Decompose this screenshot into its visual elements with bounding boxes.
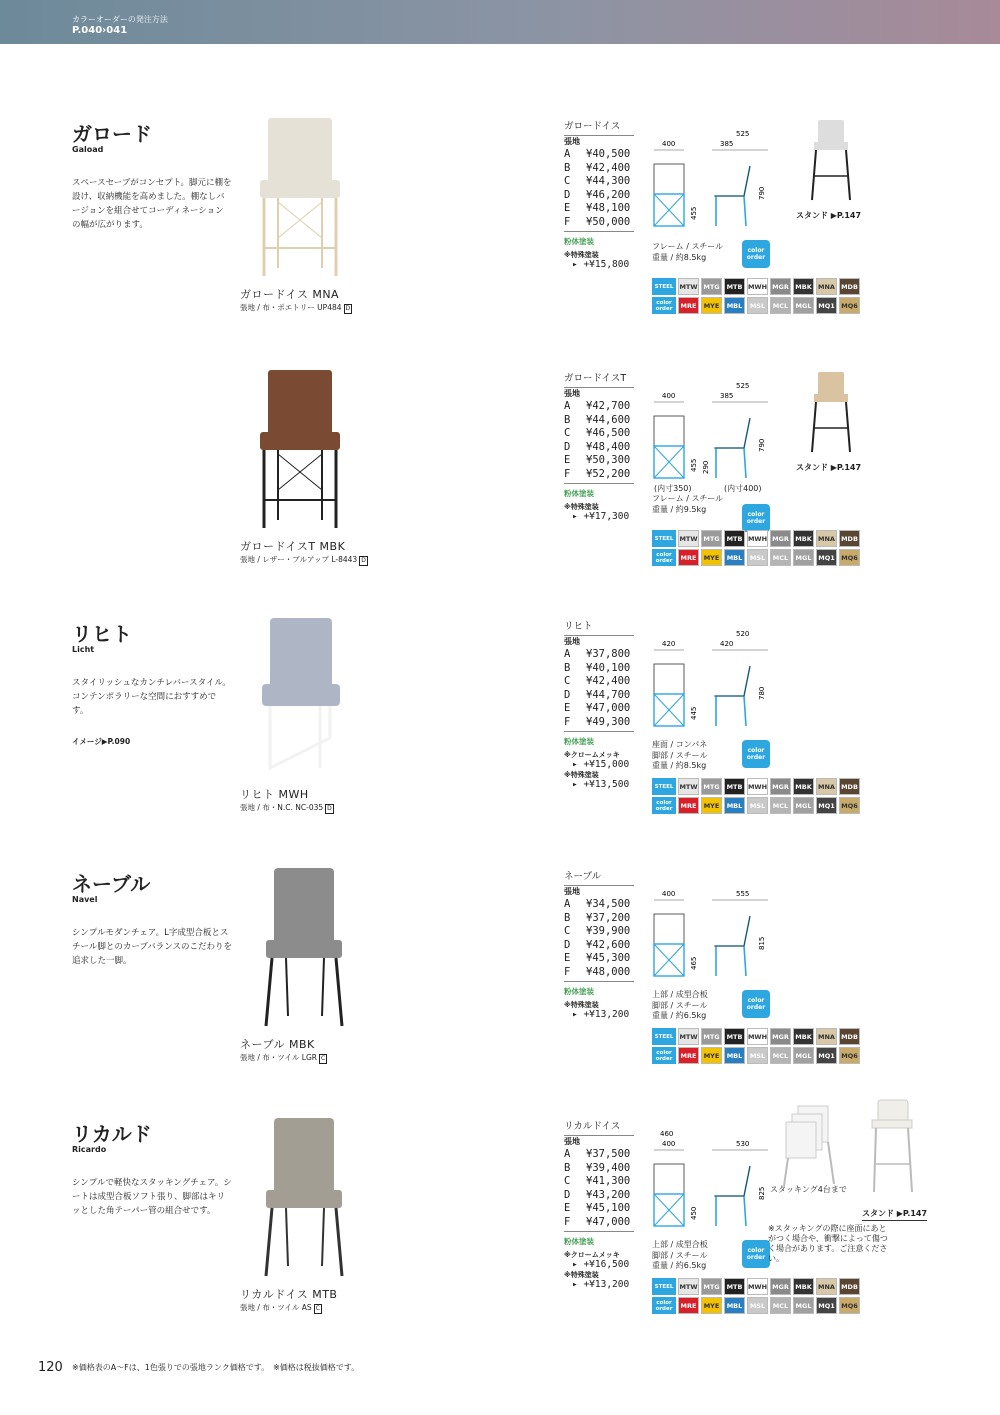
price-row: D ¥43,200 (564, 1188, 631, 1201)
photo-caption: ガロードイス MNA (240, 288, 340, 301)
color-swatch[interactable]: MQ6 (839, 297, 860, 314)
price-row: C ¥42,400 (564, 675, 631, 687)
inner-dim: (内寸350) (654, 484, 692, 493)
coat-label: 粉体塗装 (564, 987, 594, 996)
coat-label: 粉体塗装 (564, 237, 594, 246)
svg-text:445: 445 (690, 706, 698, 720)
color-swatch[interactable]: MTB (724, 1028, 745, 1045)
option-label: ※特殊塗装 (564, 771, 599, 779)
option-price: ▸ +¥13,200 (572, 1009, 630, 1020)
product-name: リカルド (72, 1122, 152, 1146)
color-swatch[interactable]: MYE (701, 1297, 722, 1314)
color-swatch[interactable]: MTG (701, 778, 722, 795)
price-row: D ¥46,200 (564, 188, 631, 201)
color-swatch[interactable]: MWH (747, 278, 768, 295)
color-swatch[interactable]: MTB (724, 1278, 745, 1295)
header-subtitle: カラーオーダーの発注方法 (72, 15, 168, 24)
color-swatch[interactable]: MNA (816, 530, 837, 547)
color-swatch[interactable]: MTW (678, 1278, 699, 1295)
color-swatch[interactable]: MQ6 (839, 797, 860, 814)
product-section (0, 118, 1000, 358)
swatch-label: STEEL (652, 778, 676, 795)
color-swatch[interactable]: MGL (793, 549, 814, 566)
color-swatch[interactable]: MDB (839, 278, 860, 295)
color-swatch[interactable]: MDB (839, 778, 860, 795)
stacking-label: スタッキング4台まで (770, 1185, 847, 1194)
color-swatch[interactable]: MBK (793, 778, 814, 795)
swatch-label: STEEL (652, 278, 676, 295)
header-pages: P.040›041 (72, 25, 128, 36)
svg-text:455: 455 (690, 206, 698, 220)
color-swatches (652, 778, 874, 816)
product-name: ネーブル (72, 872, 151, 896)
color-swatch[interactable]: MNA (816, 1278, 837, 1295)
swatch-label: color order (652, 297, 676, 314)
spec-frame: フレーム / スチール 重量 / 約9.5kg (652, 494, 724, 514)
price-row: F ¥49,300 (564, 715, 631, 728)
product-section (0, 370, 1000, 610)
color-swatch[interactable]: MBK (793, 1028, 814, 1045)
option-price: ▸ +¥13,500 (572, 779, 630, 790)
svg-text:525: 525 (736, 382, 750, 390)
price-row: F ¥47,000 (564, 1215, 631, 1228)
fabric-label: 張地 (564, 137, 580, 146)
color-swatch[interactable]: MBL (724, 797, 745, 814)
price-table (564, 898, 630, 979)
price-row: C ¥44,300 (564, 175, 631, 187)
color-swatch[interactable]: MQ1 (816, 549, 837, 566)
color-swatch[interactable]: MNA (816, 278, 837, 295)
coat-label: 粉体塗装 (564, 737, 594, 746)
spec-frame: 上部 / 成型合板 脚部 / スチール 重量 / 約6.5kg (652, 990, 708, 1020)
option-price: ▸ +¥15,800 (572, 259, 630, 270)
color-swatch[interactable]: MYE (701, 297, 722, 314)
option-label: ※特殊塗装 (564, 1271, 599, 1279)
option-label: ※クロームメッキ (564, 751, 620, 759)
swatch-label: STEEL (652, 1028, 676, 1045)
color-swatch[interactable]: MTG (701, 1028, 722, 1045)
color-swatch[interactable]: MBK (793, 1278, 814, 1295)
product-description: シンプルで軽快なスタッキングチェア。シートは成型合板ソフト張り、脚部はキリッとした角テーパー管の組合せです。 (72, 1178, 232, 1216)
option-price: ▸ +¥17,300 (572, 511, 630, 522)
chair-photo (230, 1118, 360, 1278)
color-swatch[interactable]: MSL (747, 797, 768, 814)
color-swatch[interactable]: MBK (793, 530, 814, 547)
product-section (0, 868, 1000, 1108)
color-swatch[interactable]: MQ6 (839, 1047, 860, 1064)
option-label: ※特殊塗装 (564, 1001, 599, 1009)
coat-label: 粉体塗装 (564, 489, 594, 498)
product-description: スペースセーブがコンセプト。脚元に棚を設け、収納機能を高めました。棚なしバージョンを組合せてコーディネーションの幅が広がります。 (72, 178, 232, 230)
fabric-label: 張地 (564, 1137, 580, 1146)
fabric-label: 張地 (564, 887, 580, 896)
product-name: リヒト (72, 622, 132, 646)
stacking-note: ※スタッキングの際に座面にあとがつく場合や、衝撃によって傷つく場合があります。ご注意ください。 (768, 1224, 888, 1263)
product-description: スタイリッシュなカンチレバースタイル。コンテンポラリーな空間におすすめです。 (72, 678, 231, 716)
price-row: E ¥50,300 (564, 454, 631, 466)
price-row: E ¥45,100 (564, 1202, 631, 1214)
svg-text:450: 450 (690, 1206, 698, 1220)
dimension-drawing (640, 382, 780, 490)
price-row: C ¥46,500 (564, 427, 631, 439)
color-swatch[interactable]: MRE (678, 1047, 699, 1064)
svg-text:385: 385 (720, 392, 734, 400)
color-swatch[interactable]: MCL (770, 549, 791, 566)
color-swatch[interactable]: MGL (793, 297, 814, 314)
color-swatch[interactable]: MRE (678, 1297, 699, 1314)
color-swatch[interactable]: MTG (701, 1278, 722, 1295)
photo-material: 張地 / 布・ツイル LGR C (240, 1053, 326, 1062)
price-row: A ¥37,800 (564, 648, 631, 660)
color-swatch[interactable]: MBL (724, 297, 745, 314)
price-table (564, 400, 630, 481)
dimension-drawing (640, 888, 780, 988)
price-table (564, 648, 630, 729)
color-swatch[interactable]: MCL (770, 1297, 791, 1314)
color-order-badge[interactable]: color order (742, 1240, 770, 1268)
price-row: F ¥52,200 (564, 467, 631, 480)
dimension-drawing (640, 630, 780, 738)
option-label: ※特殊塗装 (564, 503, 599, 511)
price-row: D ¥48,400 (564, 440, 631, 453)
photo-material: 張地 / 布・ポエトリー UP484 D (240, 303, 351, 312)
price-row: B ¥39,400 (564, 1161, 631, 1174)
photo-caption: ネーブル MBK (240, 1038, 315, 1051)
option-price: ▸ +¥16,500 (572, 1259, 630, 1270)
color-swatch[interactable]: MNA (816, 778, 837, 795)
color-order-badge[interactable]: color order (742, 990, 770, 1018)
price-row: D ¥42,600 (564, 938, 631, 951)
swatch-label: STEEL (652, 1278, 676, 1295)
color-swatch[interactable]: MGR (770, 1028, 791, 1045)
color-swatches (652, 530, 874, 568)
spec-frame: フレーム / スチール 重量 / 約8.5kg (652, 242, 724, 262)
spec-title: リヒト (564, 618, 634, 636)
stand-link[interactable]: スタンド ▶P.147 (796, 211, 862, 220)
color-swatch[interactable]: MRE (678, 549, 699, 566)
svg-text:790: 790 (758, 186, 766, 200)
color-swatch[interactable]: MGL (793, 797, 814, 814)
color-swatch[interactable]: MGL (793, 1047, 814, 1064)
price-row: A ¥42,700 (564, 400, 631, 412)
dim-width: 400 (662, 392, 676, 400)
svg-text:815: 815 (758, 936, 766, 950)
color-swatch[interactable]: MQ6 (839, 1297, 860, 1314)
stand-image (806, 120, 854, 204)
chair-photo (230, 118, 360, 278)
chair-photo (230, 618, 360, 778)
color-swatches (652, 1278, 874, 1316)
image-link[interactable]: イメージ▶P.090 (72, 737, 131, 746)
color-swatch[interactable]: MYE (701, 797, 722, 814)
option-price: ▸ +¥13,200 (572, 1279, 630, 1290)
price-row: E ¥47,000 (564, 702, 631, 714)
color-swatch[interactable]: MRE (678, 297, 699, 314)
fabric-label: 張地 (564, 637, 580, 646)
svg-text:420: 420 (720, 640, 734, 648)
dim-width: 400 (662, 1140, 676, 1148)
color-swatch[interactable]: MGL (793, 1297, 814, 1314)
page-header (0, 0, 1000, 44)
color-swatch[interactable]: MGR (770, 778, 791, 795)
dim-width: 420 (662, 640, 676, 648)
spec-title: ネーブル (564, 868, 634, 886)
dimension-drawing (640, 130, 780, 238)
color-swatch[interactable]: MBL (724, 1297, 745, 1314)
color-swatch[interactable]: MDB (839, 1278, 860, 1295)
color-swatch[interactable]: MTW (678, 778, 699, 795)
price-row: D ¥44,700 (564, 688, 631, 701)
color-swatch[interactable]: MCL (770, 1047, 791, 1064)
product-name: ガロード (72, 122, 152, 146)
svg-text:790: 790 (758, 438, 766, 452)
color-swatch[interactable]: MWH (747, 1028, 768, 1045)
color-swatch[interactable]: MSL (747, 297, 768, 314)
color-swatch[interactable]: MTW (678, 530, 699, 547)
color-swatch[interactable]: MSL (747, 1297, 768, 1314)
price-table (564, 148, 630, 229)
color-swatch[interactable]: MGR (770, 278, 791, 295)
color-swatch[interactable]: MQ6 (839, 549, 860, 566)
photo-material: 張地 / レザー・ブルアップ L-8443 D (240, 555, 366, 564)
price-row: B ¥44,600 (564, 413, 631, 426)
svg-text:460: 460 (660, 1130, 674, 1138)
price-row: B ¥42,400 (564, 161, 631, 174)
color-swatch[interactable]: MTB (724, 278, 745, 295)
svg-text:525: 525 (736, 130, 750, 138)
svg-text:520: 520 (736, 630, 750, 638)
color-swatch[interactable]: MWH (747, 530, 768, 547)
color-order-badge[interactable]: color order (742, 240, 770, 268)
dimension-drawing (640, 1130, 780, 1238)
stand-link[interactable]: スタンド ▶P.147 (796, 463, 862, 472)
option-label: ※クロームメッキ (564, 1251, 620, 1259)
color-swatch[interactable]: MYE (701, 549, 722, 566)
color-swatch[interactable]: MWH (747, 778, 768, 795)
price-row: F ¥48,000 (564, 965, 631, 978)
stand-image (868, 1100, 916, 1196)
dim-width: 400 (662, 140, 676, 148)
inner-dim: (内寸400) (724, 484, 762, 493)
svg-text:465: 465 (690, 956, 698, 970)
svg-text:825: 825 (758, 1186, 766, 1200)
price-row: E ¥48,100 (564, 202, 631, 214)
color-swatch[interactable]: MRE (678, 797, 699, 814)
spec-title: リカルドイス (564, 1118, 634, 1136)
color-swatch[interactable]: MBK (793, 278, 814, 295)
option-label: ※特殊塗装 (564, 251, 599, 259)
price-row: C ¥39,900 (564, 925, 631, 937)
chair-photo (230, 370, 360, 530)
price-row: C ¥41,300 (564, 1175, 631, 1187)
product-name-en: Gaload (72, 145, 104, 154)
color-swatch[interactable]: MGR (770, 1278, 791, 1295)
color-swatch[interactable]: MTB (724, 530, 745, 547)
product-description: シンプルモダンチェア。L字成型合板とスチール脚とのカーブバランスのこだわりを追求した一脚。 (72, 928, 232, 966)
price-row: E ¥45,300 (564, 952, 631, 964)
swatch-label: STEEL (652, 530, 676, 547)
swatch-label: color order (652, 1297, 676, 1314)
color-swatch[interactable]: MDB (839, 1028, 860, 1045)
color-order-badge[interactable]: color order (742, 504, 770, 532)
photo-caption: ガロードイスT MBK (240, 540, 346, 553)
color-swatch[interactable]: MTB (724, 778, 745, 795)
chair-photo (230, 868, 360, 1028)
svg-text:780: 780 (758, 686, 766, 700)
photo-material: 張地 / 布・ツイル AS C (240, 1303, 320, 1312)
color-swatch[interactable]: MGR (770, 530, 791, 547)
dim-width: 400 (662, 890, 676, 898)
color-swatch[interactable]: MQ1 (816, 797, 837, 814)
photo-caption: リヒト MWH (240, 788, 309, 801)
product-name-en: Ricardo (72, 1145, 107, 1154)
color-swatch[interactable]: MDB (839, 530, 860, 547)
product-section (0, 1118, 1000, 1358)
price-row: A ¥40,500 (564, 148, 631, 160)
color-swatch[interactable]: MNA (816, 1028, 837, 1045)
svg-text:385: 385 (720, 140, 734, 148)
stacked-chairs-image (778, 1106, 848, 1190)
color-swatch[interactable]: MBL (724, 549, 745, 566)
price-row: A ¥34,500 (564, 898, 631, 910)
photo-material: 張地 / 布・N.C. NC-035 D (240, 803, 332, 812)
product-name-en: Licht (72, 645, 95, 654)
stand-image (806, 372, 854, 456)
color-swatch[interactable]: MCL (770, 297, 791, 314)
price-row: F ¥50,000 (564, 215, 631, 228)
svg-text:290: 290 (702, 460, 710, 474)
color-swatches (652, 278, 874, 316)
color-order-badge[interactable]: color order (742, 740, 770, 768)
spec-title: ガロードイス (564, 118, 634, 136)
color-swatch[interactable]: MCL (770, 797, 791, 814)
color-swatch[interactable]: MTG (701, 530, 722, 547)
svg-text:455: 455 (690, 458, 698, 472)
color-swatch[interactable]: MSL (747, 549, 768, 566)
fabric-label: 張地 (564, 389, 580, 398)
page-number: 120 (38, 1360, 63, 1375)
color-swatch[interactable]: MYE (701, 1047, 722, 1064)
swatch-label: color order (652, 549, 676, 566)
color-swatch[interactable]: MQ1 (816, 297, 837, 314)
price-row: A ¥37,500 (564, 1148, 631, 1160)
option-price: ▸ +¥15,000 (572, 759, 630, 770)
spec-title: ガロードイスT (564, 370, 634, 388)
color-swatch[interactable]: MWH (747, 1278, 768, 1295)
svg-text:555: 555 (736, 890, 750, 898)
color-swatch[interactable]: MTG (701, 278, 722, 295)
product-name-en: Navel (72, 895, 98, 904)
swatch-label: color order (652, 1047, 676, 1064)
price-row: B ¥40,100 (564, 661, 631, 674)
footer-note: ※価格表のA〜Fは、1色張りでの張地ランク価格です。 ※価格は税抜価格です。 (72, 1363, 360, 1372)
price-table (564, 1148, 630, 1229)
color-swatches (652, 1028, 874, 1066)
color-swatch[interactable]: MQ1 (816, 1297, 837, 1314)
product-section (0, 618, 1000, 858)
coat-label: 粉体塗装 (564, 1237, 594, 1246)
photo-caption: リカルドイス MTB (240, 1288, 338, 1301)
svg-text:530: 530 (736, 1140, 750, 1148)
color-swatch[interactable]: MBL (724, 1047, 745, 1064)
price-row: B ¥37,200 (564, 911, 631, 924)
spec-frame: 上部 / 成型合板 脚部 / スチール 重量 / 約6.5kg (652, 1240, 708, 1270)
swatch-label: color order (652, 797, 676, 814)
color-swatch[interactable]: MSL (747, 1047, 768, 1064)
stand-link[interactable]: スタンド ▶P.147 (862, 1208, 927, 1221)
color-swatch[interactable]: MTW (678, 1028, 699, 1045)
color-swatch[interactable]: MTW (678, 278, 699, 295)
spec-frame: 座面 / コンパネ 脚部 / スチール 重量 / 約8.5kg (652, 740, 708, 770)
color-swatch[interactable]: MQ1 (816, 1047, 837, 1064)
